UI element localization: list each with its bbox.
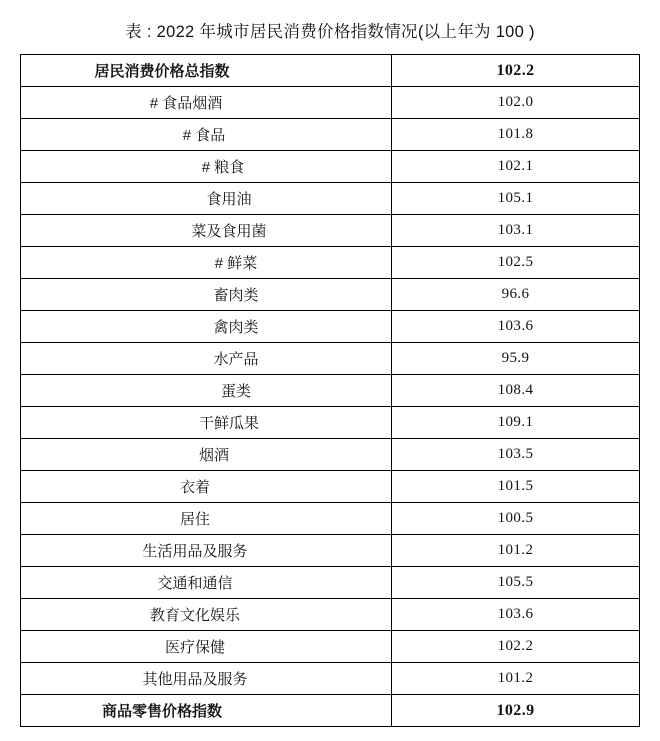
table-row xyxy=(21,343,640,375)
table-row xyxy=(21,279,640,311)
table-row xyxy=(21,663,640,695)
table-row xyxy=(21,247,640,279)
row-label: 水产品 xyxy=(213,351,259,368)
row-value-cell: 95.9 xyxy=(392,343,640,375)
row-label-cell xyxy=(21,503,392,535)
row-value-cell: 101.5 xyxy=(392,471,640,503)
row-label-cell xyxy=(21,567,392,599)
row-label: # 鲜菜 xyxy=(214,255,258,272)
row-label-cell xyxy=(21,247,392,279)
row-value-cell: 103.6 xyxy=(392,599,640,631)
row-value-cell: 102.5 xyxy=(392,247,640,279)
row-value-cell: 102.2 xyxy=(392,631,640,663)
row-label-cell xyxy=(21,55,392,87)
row-label: 衣着 xyxy=(179,479,210,496)
table-row xyxy=(21,439,640,471)
table-row xyxy=(21,119,640,151)
row-label: 干鲜瓜果 xyxy=(198,415,259,432)
row-value-cell: 101.2 xyxy=(392,663,640,695)
row-label-cell xyxy=(21,215,392,247)
row-value-cell: 105.1 xyxy=(392,183,640,215)
row-label: 其他用品及服务 xyxy=(142,671,248,688)
row-label: # 食品烟酒 xyxy=(149,95,223,112)
row-label-cell xyxy=(21,311,392,343)
row-label-cell xyxy=(21,631,392,663)
row-value-cell: 101.2 xyxy=(392,535,640,567)
table-row xyxy=(21,215,640,247)
row-label: 交通和通信 xyxy=(157,575,233,592)
table-row xyxy=(21,375,640,407)
row-label-cell xyxy=(21,183,392,215)
table-row xyxy=(21,87,640,119)
table-title: 表 : 2022 年城市居民消费价格指数情况(以上年为 100 ) xyxy=(125,23,535,41)
row-label: # 粮食 xyxy=(201,159,245,176)
row-label-cell xyxy=(21,343,392,375)
row-value-cell: 102.9 xyxy=(392,695,640,727)
row-label: 居住 xyxy=(179,511,210,528)
row-value-cell: 108.4 xyxy=(392,375,640,407)
row-label-cell xyxy=(21,407,392,439)
row-label: 烟酒 xyxy=(198,447,229,464)
row-value-cell: 102.0 xyxy=(392,87,640,119)
table-row xyxy=(21,55,640,87)
row-label-cell xyxy=(21,87,392,119)
table-row xyxy=(21,695,640,727)
row-label-cell xyxy=(21,439,392,471)
table-body xyxy=(21,55,640,727)
row-label-cell xyxy=(21,535,392,567)
table-row xyxy=(21,471,640,503)
row-label: 蛋类 xyxy=(220,383,251,400)
row-label: 生活用品及服务 xyxy=(142,543,248,560)
table-row xyxy=(21,631,640,663)
row-value-cell: 103.6 xyxy=(392,311,640,343)
cpi-table xyxy=(20,54,640,727)
row-label-cell xyxy=(21,119,392,151)
table-row xyxy=(21,567,640,599)
row-label: 居民消费价格总指数 xyxy=(94,63,230,80)
table-row xyxy=(21,535,640,567)
row-value-cell: 96.6 xyxy=(392,279,640,311)
row-value-cell: 102.2 xyxy=(392,55,640,87)
row-label: 医疗保健 xyxy=(164,639,225,656)
row-label-cell xyxy=(21,151,392,183)
row-value-cell: 105.5 xyxy=(392,567,640,599)
table-row xyxy=(21,407,640,439)
row-label: 禽肉类 xyxy=(213,319,259,336)
row-label-cell xyxy=(21,599,392,631)
table-row xyxy=(21,151,640,183)
row-label-cell xyxy=(21,695,392,727)
row-value-cell: 102.1 xyxy=(392,151,640,183)
row-label-cell xyxy=(21,471,392,503)
table-row xyxy=(21,183,640,215)
row-label: # 食品 xyxy=(182,127,226,144)
row-value-cell: 103.5 xyxy=(392,439,640,471)
table-row xyxy=(21,311,640,343)
row-value-cell: 100.5 xyxy=(392,503,640,535)
row-label: 畜肉类 xyxy=(213,287,259,304)
table-row xyxy=(21,599,640,631)
row-value-cell: 109.1 xyxy=(392,407,640,439)
row-label-cell xyxy=(21,375,392,407)
row-label-cell xyxy=(21,663,392,695)
table-row xyxy=(21,503,640,535)
row-label: 菜及食用菌 xyxy=(191,223,267,240)
row-label: 食用油 xyxy=(206,191,252,208)
row-value-cell: 101.8 xyxy=(392,119,640,151)
row-label: 商品零售价格指数 xyxy=(101,703,222,720)
row-label: 教育文化娱乐 xyxy=(149,607,240,624)
row-value-cell: 103.1 xyxy=(392,215,640,247)
row-label-cell xyxy=(21,279,392,311)
